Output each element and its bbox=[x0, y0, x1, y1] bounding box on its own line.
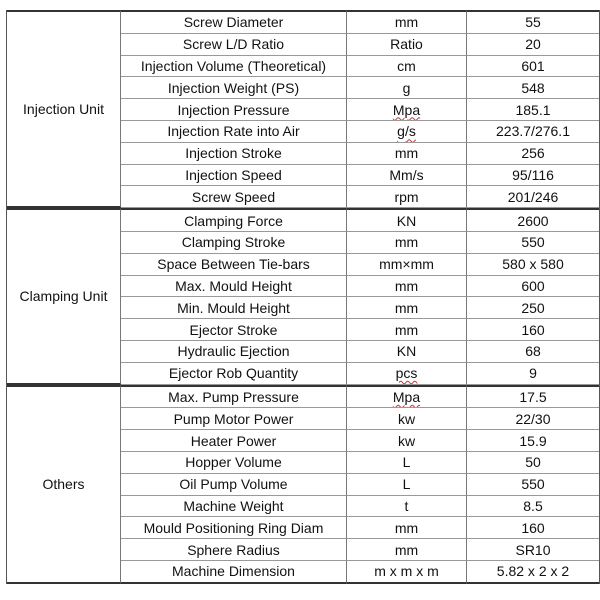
value-cell: 95/116 bbox=[467, 165, 599, 187]
parameter-cell: Screw Diameter bbox=[121, 10, 347, 34]
value-cell: 580 x 580 bbox=[467, 254, 599, 276]
unit-cell: kw bbox=[347, 430, 467, 452]
parameter-cell: Machine Dimension bbox=[121, 561, 347, 584]
unit-cell: Ratio bbox=[347, 34, 467, 56]
unit-cell: mm×mm bbox=[347, 254, 467, 276]
unit-cell: mm bbox=[347, 517, 467, 539]
parameter-cell: Screw Speed bbox=[121, 186, 347, 208]
unit-cell: kw bbox=[347, 408, 467, 430]
value-cell: 2600 bbox=[467, 208, 599, 232]
group-label: Clamping Unit bbox=[7, 208, 121, 384]
unit-cell: m x m x m bbox=[347, 561, 467, 584]
unit-cell: KN bbox=[347, 341, 467, 363]
parameter-cell: Mould Positioning Ring Diam bbox=[121, 517, 347, 539]
parameter-cell: Injection Weight (PS) bbox=[121, 77, 347, 99]
unit-text: Mpa bbox=[392, 388, 421, 405]
parameter-cell: Space Between Tie-bars bbox=[121, 254, 347, 276]
unit-cell bbox=[347, 121, 467, 143]
value-cell: 17.5 bbox=[467, 385, 599, 409]
value-cell: 8.5 bbox=[467, 496, 599, 518]
parameter-cell: Max. Pump Pressure bbox=[121, 385, 347, 409]
parameter-cell: Clamping Force bbox=[121, 208, 347, 232]
value-cell: 600 bbox=[467, 276, 599, 298]
group-label: Others bbox=[7, 385, 121, 584]
parameter-cell: Injection Stroke bbox=[121, 143, 347, 165]
parameter-cell: Pump Motor Power bbox=[121, 408, 347, 430]
unit-cell bbox=[347, 363, 467, 385]
table-row bbox=[7, 10, 599, 34]
value-cell: SR10 bbox=[467, 539, 599, 561]
unit-text: g/s bbox=[397, 123, 416, 140]
parameter-cell: Injection Pressure bbox=[121, 99, 347, 121]
value-cell: 548 bbox=[467, 77, 599, 99]
unit-cell: KN bbox=[347, 208, 467, 232]
value-cell: 160 bbox=[467, 319, 599, 341]
parameter-cell: Injection Speed bbox=[121, 165, 347, 187]
unit-cell: L bbox=[347, 452, 467, 474]
parameter-cell: Clamping Stroke bbox=[121, 232, 347, 254]
parameter-cell: Hydraulic Ejection bbox=[121, 341, 347, 363]
unit-cell: t bbox=[347, 496, 467, 518]
parameter-cell: Hopper Volume bbox=[121, 452, 347, 474]
parameter-cell: Min. Mould Height bbox=[121, 297, 347, 319]
parameter-cell: Sphere Radius bbox=[121, 539, 347, 561]
table-row bbox=[7, 208, 599, 232]
spec-table-container bbox=[6, 10, 598, 584]
unit-cell: rpm bbox=[347, 186, 467, 208]
value-cell: 550 bbox=[467, 232, 599, 254]
parameter-cell: Ejector Rob Quantity bbox=[121, 363, 347, 385]
parameter-cell: Heater Power bbox=[121, 430, 347, 452]
value-cell: 601 bbox=[467, 56, 599, 78]
value-cell: 250 bbox=[467, 297, 599, 319]
unit-cell: mm bbox=[347, 10, 467, 34]
unit-cell bbox=[347, 385, 467, 409]
value-cell: 5.82 x 2 x 2 bbox=[467, 561, 599, 584]
parameter-cell: Oil Pump Volume bbox=[121, 474, 347, 496]
value-cell: 50 bbox=[467, 452, 599, 474]
value-cell: 256 bbox=[467, 143, 599, 165]
value-cell: 15.9 bbox=[467, 430, 599, 452]
unit-text: Mpa bbox=[392, 101, 421, 118]
table-row bbox=[7, 385, 599, 409]
group-label: Injection Unit bbox=[7, 10, 121, 208]
unit-cell: mm bbox=[347, 232, 467, 254]
machine-spec-table bbox=[6, 10, 600, 584]
value-cell: 9 bbox=[467, 363, 599, 385]
unit-cell: mm bbox=[347, 276, 467, 298]
value-cell: 22/30 bbox=[467, 408, 599, 430]
unit-text: pcs bbox=[395, 365, 418, 382]
value-cell: 68 bbox=[467, 341, 599, 363]
parameter-cell: Machine Weight bbox=[121, 496, 347, 518]
value-cell: 223.7/276.1 bbox=[467, 121, 599, 143]
unit-cell: cm bbox=[347, 56, 467, 78]
value-cell: 20 bbox=[467, 34, 599, 56]
spec-table-body bbox=[7, 10, 599, 584]
unit-cell: mm bbox=[347, 319, 467, 341]
value-cell: 550 bbox=[467, 474, 599, 496]
parameter-cell: Injection Volume (Theoretical) bbox=[121, 56, 347, 78]
unit-cell: L bbox=[347, 474, 467, 496]
value-cell: 55 bbox=[467, 10, 599, 34]
unit-cell: mm bbox=[347, 539, 467, 561]
unit-cell: mm bbox=[347, 297, 467, 319]
unit-cell: Mm/s bbox=[347, 165, 467, 187]
unit-cell: mm bbox=[347, 143, 467, 165]
unit-cell: g bbox=[347, 77, 467, 99]
parameter-cell: Ejector Stroke bbox=[121, 319, 347, 341]
parameter-cell: Max. Mould Height bbox=[121, 276, 347, 298]
value-cell: 185.1 bbox=[467, 99, 599, 121]
parameter-cell: Injection Rate into Air bbox=[121, 121, 347, 143]
unit-cell bbox=[347, 99, 467, 121]
parameter-cell: Screw L/D Ratio bbox=[121, 34, 347, 56]
value-cell: 160 bbox=[467, 517, 599, 539]
value-cell: 201/246 bbox=[467, 186, 599, 208]
